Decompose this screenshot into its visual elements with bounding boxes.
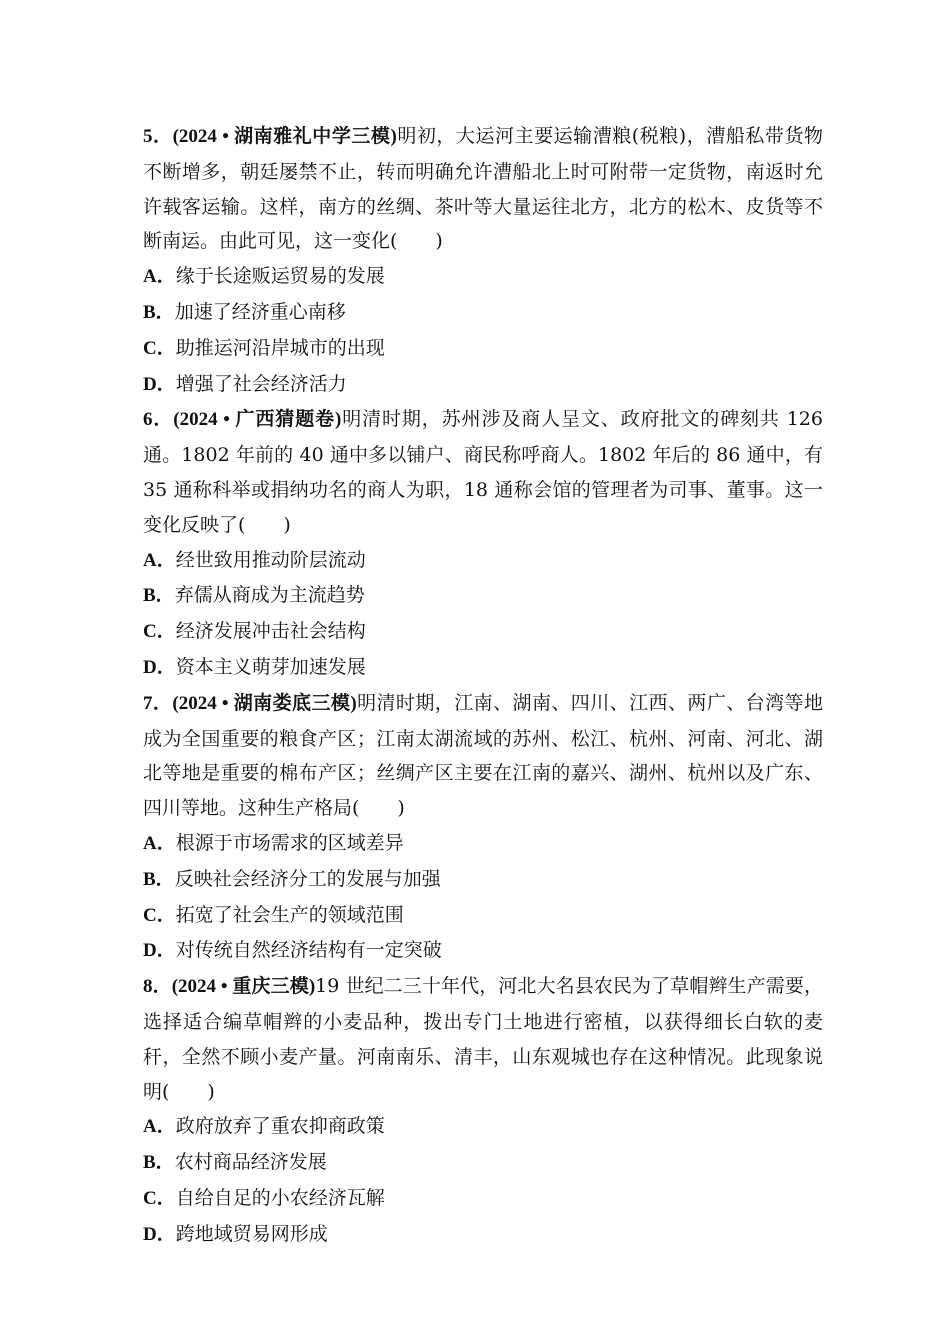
option-letter: C．: [143, 904, 176, 926]
option-text: 经济发展冲击社会结构: [175, 620, 366, 643]
option-letter: D．: [143, 1223, 176, 1245]
option-b[interactable]: [143, 295, 823, 331]
option-d[interactable]: [143, 650, 823, 686]
question-stem: [143, 402, 823, 542]
option-letter: A．: [143, 266, 176, 288]
option-b[interactable]: [143, 1145, 823, 1181]
source-name: 湖南娄底三模: [233, 691, 351, 714]
option-c[interactable]: [143, 614, 823, 650]
question-6: [143, 402, 823, 685]
option-text: 资本主义萌芽加速发展: [175, 655, 366, 678]
option-text: 拓宽了社会生产的领域范围: [175, 903, 404, 926]
option-a[interactable]: [143, 259, 823, 295]
source-close: ): [390, 126, 397, 147]
question-number: 5．: [143, 126, 173, 147]
option-d[interactable]: [143, 933, 823, 969]
stem-text: 19 世纪二三十年代，河北大名县农民为了草帽辫生产需要，选择适合编草帽辫的小麦品种，拨出专门土地进行密植，以获得细长白软的麦秆，全然不顾小麦产量。河南南乐、清丰，山东观城也存在这种情况。此现象说明( ): [143, 975, 823, 1103]
question-stem: [143, 969, 823, 1109]
option-text: 政府放弃了重农抑商政策: [175, 1115, 385, 1138]
option-text: 跨地域贸易网形成: [175, 1222, 328, 1245]
option-text: 反映社会经济分工的发展与加强: [174, 867, 441, 890]
option-c[interactable]: [143, 898, 823, 934]
question-number: 7．: [143, 692, 173, 714]
option-text: 助推运河沿岸城市的出现: [175, 336, 385, 359]
stem-text: 明初，大运河主要运输漕粮(税粮)，漕船私带货物不断增多，朝廷屡禁不止，转而明确允许漕船北上时可附带一定货物，南返时允许载客运输。这样，南方的丝绸、茶叶等大量运往北方，北方的松木、皮货等不断南运。由此可见，这一变化( ): [143, 125, 823, 253]
option-letter: B．: [143, 868, 175, 890]
question-number: 6．: [143, 409, 174, 431]
option-text: 缘于长途贩运贸易的发展: [175, 265, 385, 288]
option-text: 农村商品经济发展: [174, 1151, 327, 1174]
option-text: 根源于市场需求的区域差异: [175, 831, 404, 854]
question-8: [143, 969, 823, 1252]
option-letter: A．: [143, 1116, 176, 1138]
option-c[interactable]: [143, 1181, 823, 1217]
option-letter: B．: [143, 585, 175, 607]
source-name: 广西猜题卷: [235, 408, 335, 431]
option-letter: A．: [143, 549, 176, 571]
exam-page: [143, 119, 823, 1253]
option-letter: D．: [143, 373, 176, 395]
option-text: 经世致用推动阶层流动: [175, 548, 366, 571]
option-text: 增强了社会经济活力: [175, 372, 347, 395]
stem-text: 明清时期，江南、湖南、四川、江西、两广、台湾等地成为全国重要的粮食产区；江南太湖流域的苏州、松江、杭州、河南、河北、湖北等地是重要的棉布产区；丝绸产区主要在江南的嘉兴、湖州、杭州以及广东、四川等地。这种生产格局( ): [143, 691, 823, 820]
option-c[interactable]: [143, 331, 823, 367]
question-stem: [143, 686, 823, 826]
option-b[interactable]: [143, 578, 823, 614]
option-text: 自给自足的小农经济瓦解: [175, 1186, 385, 1209]
source-open: (2024 •: [173, 409, 236, 431]
source-open: (2024 •: [171, 976, 233, 998]
source-close: ): [350, 692, 357, 714]
option-letter: B．: [143, 1152, 175, 1174]
source-close: ): [335, 409, 342, 431]
option-letter: C．: [143, 621, 176, 643]
stem-text: 明清时期，苏州涉及商人呈文、政府批文的碑刻共 126 通。1802 年前的 40 通中多以铺户、商民称呼商人。1802 年后的 86 通中，有 35 通称科举或捐纳功名的商人为职，18 通称会馆的管理者为司事、董事。这一变化反映了( ): [143, 408, 823, 536]
source-name: 重庆三模: [232, 975, 309, 998]
source-name: 湖南雅礼中学三模: [234, 125, 391, 147]
option-letter: B．: [143, 301, 175, 323]
question-7: [143, 686, 823, 969]
option-letter: D．: [143, 940, 176, 962]
option-letter: A．: [143, 832, 176, 854]
source-open: (2024 •: [172, 126, 235, 147]
option-letter: C．: [143, 1187, 176, 1209]
question-stem: [143, 119, 823, 259]
option-letter: C．: [143, 337, 176, 359]
option-a[interactable]: [143, 1109, 823, 1145]
question-5: [143, 119, 823, 402]
option-d[interactable]: [143, 367, 823, 403]
source-open: (2024 •: [172, 692, 234, 714]
option-d[interactable]: [143, 1217, 823, 1253]
option-text: 对传统自然经济结构有一定突破: [175, 939, 442, 962]
question-number: 8．: [143, 976, 172, 998]
option-text: 加速了经济重心南移: [174, 300, 346, 323]
option-a[interactable]: [143, 543, 823, 579]
source-close: ): [308, 976, 316, 998]
option-b[interactable]: [143, 862, 823, 898]
option-letter: D．: [143, 656, 176, 678]
option-text: 弃儒从商成为主流趋势: [174, 584, 365, 607]
option-a[interactable]: [143, 826, 823, 862]
